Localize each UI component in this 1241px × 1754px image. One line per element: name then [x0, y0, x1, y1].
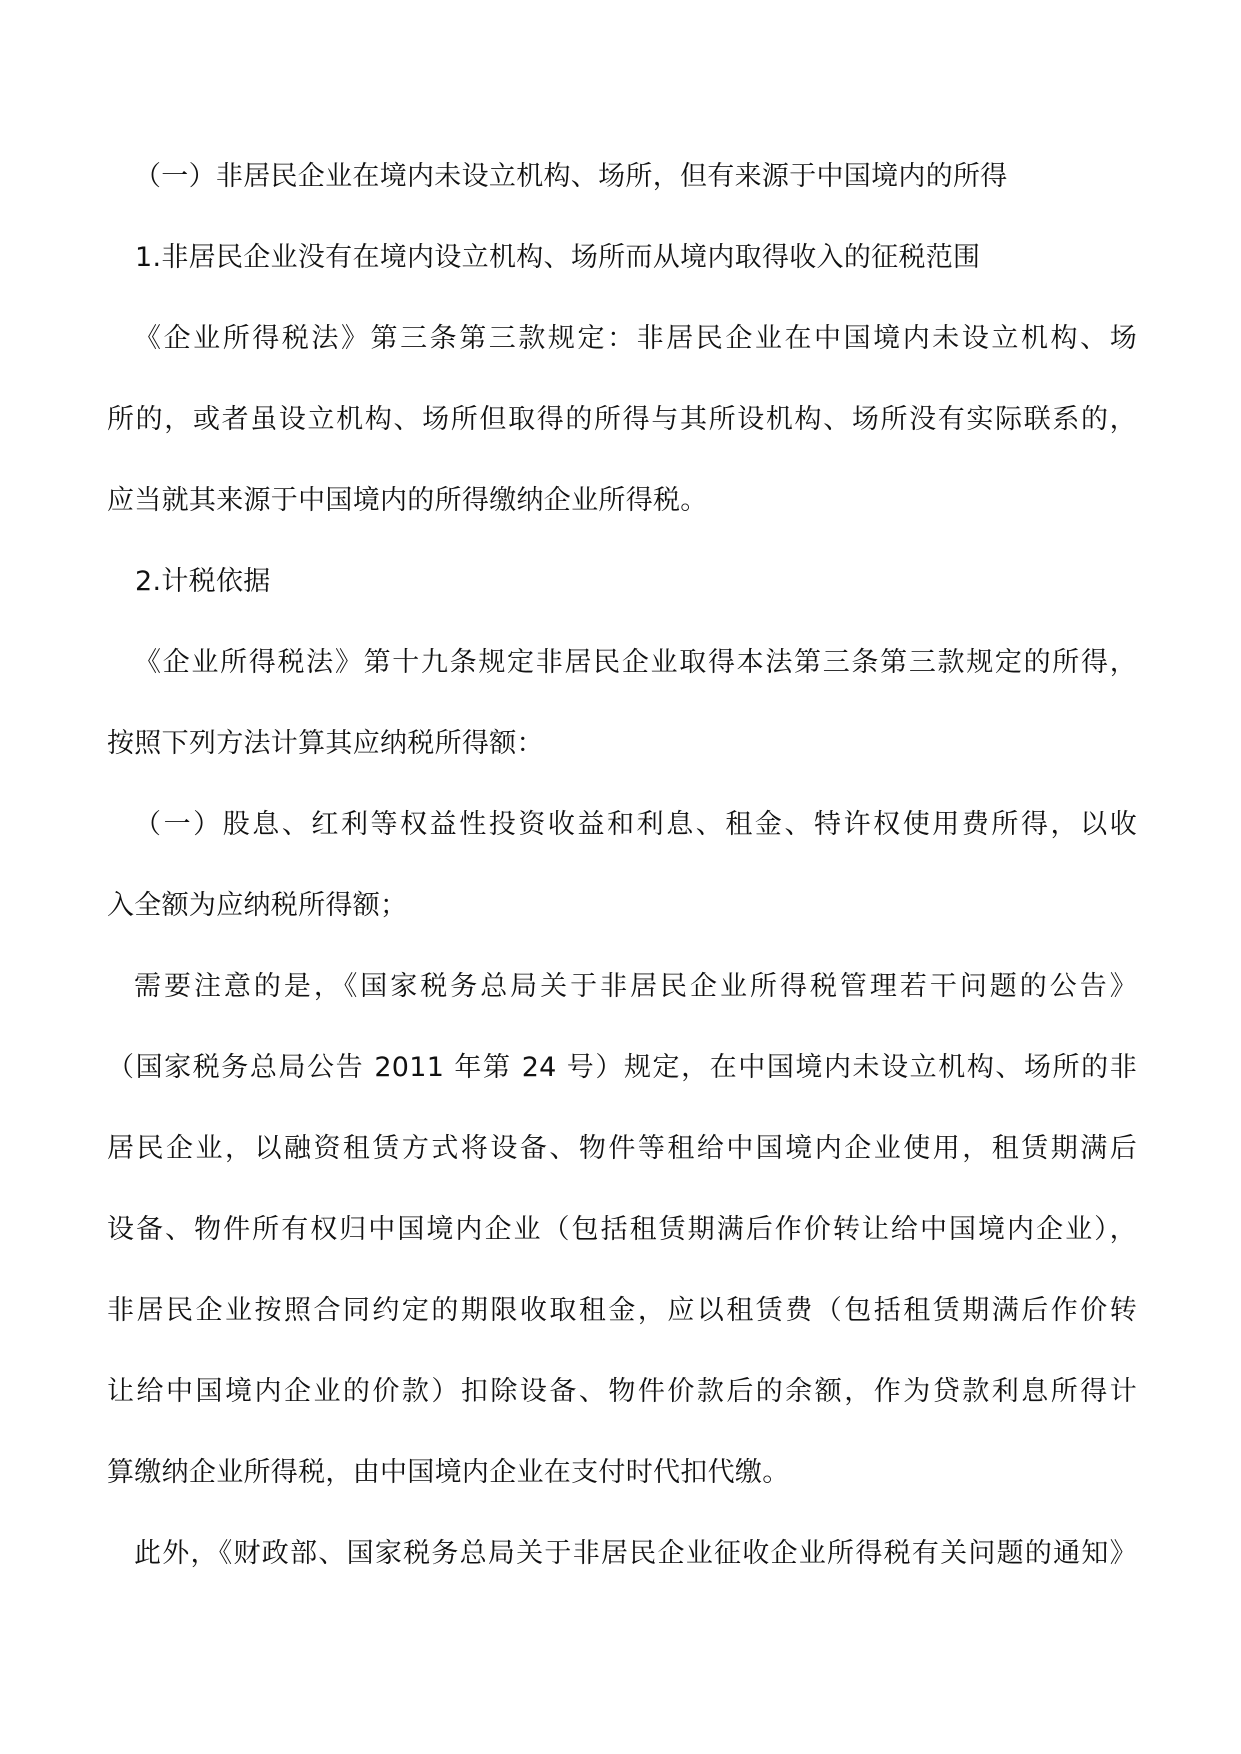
paragraph-line: 此外，《财政部、国家税务总局关于非居民企业征收企业所得税有关问题的通知》: [134, 1538, 1137, 1569]
section-heading: （一）非居民企业在境内未设立机构、场所，但有来源于中国境内的所得: [134, 161, 1008, 192]
paragraph-line: 让给中国境内企业的价款）扣除设备、物件价款后的余额，作为贷款利息所得计: [107, 1376, 1137, 1407]
paragraph-line: （国家税务总局公告 2011 年第 24 号）规定，在中国境内未设立机构、场所的非: [107, 1052, 1137, 1083]
paragraph-line: 所的，或者虽设立机构、场所但取得的所得与其所设机构、场所没有实际联系的，: [107, 404, 1137, 435]
paragraph-line: 居民企业，以融资租赁方式将设备、物件等租给中国境内企业使用，租赁期满后: [107, 1133, 1137, 1164]
paragraph-line: 需要注意的是，《国家税务总局关于非居民企业所得税管理若干问题的公告》: [134, 971, 1137, 1002]
document-body: [107, 160, 1137, 1618]
paragraph-line: 算缴纳企业所得税，由中国境内企业在支付时代扣代缴。: [107, 1457, 790, 1488]
subsection-heading: 2.计税依据: [135, 566, 271, 597]
paragraph-line: 设备、物件所有权归中国境内企业（包括租赁期满后作价转让给中国境内企业），: [107, 1214, 1137, 1245]
paragraph-line: 按照下列方法计算其应纳税所得额：: [107, 728, 544, 759]
subsection-heading: 1.非居民企业没有在境内设立机构、场所而从境内取得收入的征税范围: [135, 242, 981, 273]
paragraph-line: 应当就其来源于中国境内的所得缴纳企业所得税。: [107, 485, 708, 516]
paragraph-line: 非居民企业按照合同约定的期限收取租金，应以租赁费（包括租赁期满后作价转: [107, 1295, 1137, 1326]
paragraph-line: 《企业所得税法》第三条第三款规定：非居民企业在中国境内未设立机构、场: [134, 323, 1137, 354]
paragraph-line: 入全额为应纳税所得额；: [107, 890, 408, 921]
paragraph-line: 《企业所得税法》第十九条规定非居民企业取得本法第三条第三款规定的所得，: [134, 647, 1137, 678]
paragraph-line: （一）股息、红利等权益性投资收益和利息、租金、特许权使用费所得，以收: [134, 809, 1137, 840]
